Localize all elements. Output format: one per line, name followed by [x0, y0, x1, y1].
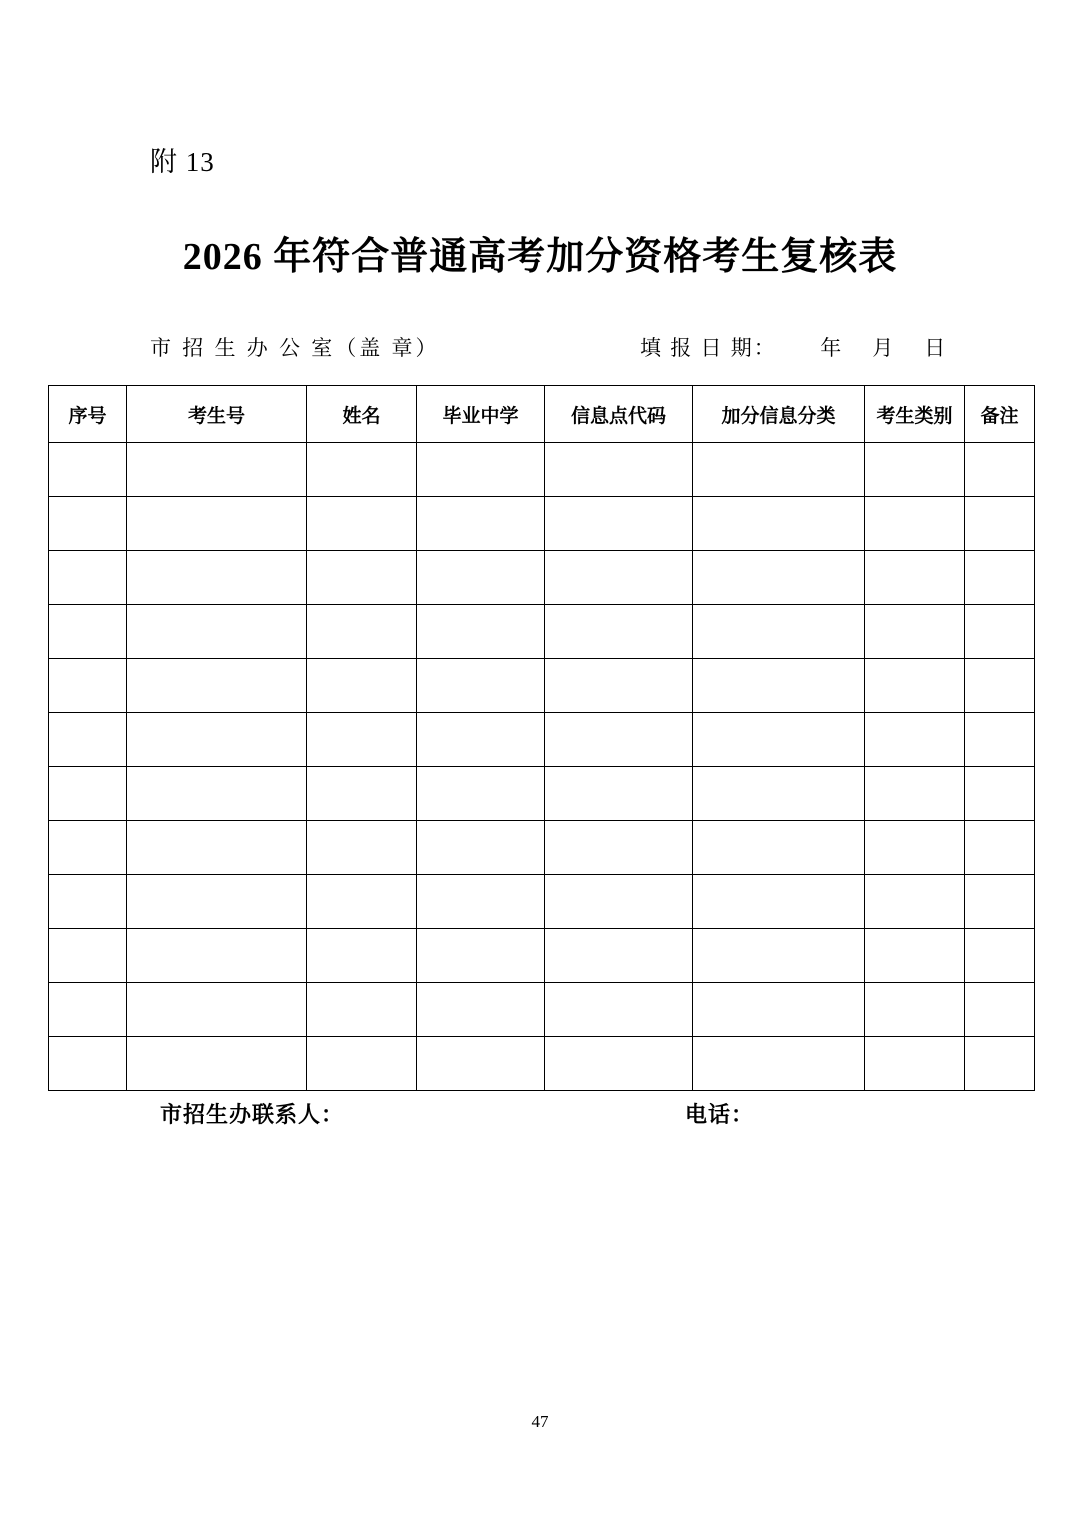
cell-candidate-type[interactable] — [865, 767, 965, 821]
cell-school[interactable] — [417, 659, 545, 713]
column-header-remark: 备注 — [965, 386, 1035, 443]
phone-label: 电话： — [685, 1102, 755, 1127]
cell-candidate-id[interactable] — [127, 983, 307, 1037]
cell-school[interactable] — [417, 551, 545, 605]
cell-bonus-category[interactable] — [693, 659, 865, 713]
cell-remark[interactable] — [965, 767, 1035, 821]
column-header-candidate-type: 考生类别 — [865, 386, 965, 443]
cell-candidate-id[interactable] — [127, 1037, 307, 1091]
cell-info-code[interactable] — [545, 497, 693, 551]
contact-person-label: 市招生办联系人： — [160, 1102, 345, 1127]
page-number: 47 — [531, 1412, 549, 1431]
cell-name[interactable] — [307, 443, 417, 497]
table-row — [49, 497, 1035, 551]
cell-index[interactable] — [49, 875, 127, 929]
cell-index[interactable] — [49, 1037, 127, 1091]
cell-candidate-id[interactable] — [127, 713, 307, 767]
cell-candidate-type[interactable] — [865, 929, 965, 983]
cell-name[interactable] — [307, 659, 417, 713]
cell-candidate-id[interactable] — [127, 551, 307, 605]
candidate-review-table — [48, 385, 1035, 1091]
column-header-school: 毕业中学 — [417, 386, 545, 443]
table-row — [49, 659, 1035, 713]
table-row — [49, 605, 1035, 659]
cell-index[interactable] — [49, 443, 127, 497]
table-header-row — [49, 386, 1035, 443]
cell-remark[interactable] — [965, 983, 1035, 1037]
cell-candidate-type[interactable] — [865, 497, 965, 551]
cell-school[interactable] — [417, 929, 545, 983]
cell-name[interactable] — [307, 821, 417, 875]
cell-bonus-category[interactable] — [693, 551, 865, 605]
cell-index[interactable] — [49, 551, 127, 605]
column-header-info-code: 信息点代码 — [545, 386, 693, 443]
meta-row — [150, 332, 980, 362]
cell-bonus-category[interactable] — [693, 1037, 865, 1091]
cell-school[interactable] — [417, 983, 545, 1037]
cell-index[interactable] — [49, 821, 127, 875]
cell-bonus-category[interactable] — [693, 767, 865, 821]
cell-candidate-id[interactable] — [127, 929, 307, 983]
cell-candidate-id[interactable] — [127, 443, 307, 497]
cell-info-code[interactable] — [545, 929, 693, 983]
cell-name[interactable] — [307, 767, 417, 821]
cell-remark[interactable] — [965, 605, 1035, 659]
fill-date-label: 填 报 日 期： 年 月 日 — [640, 336, 948, 360]
cell-remark[interactable] — [965, 443, 1035, 497]
cell-candidate-id[interactable] — [127, 767, 307, 821]
column-header-index: 序号 — [49, 386, 127, 443]
cell-school[interactable] — [417, 713, 545, 767]
table-row — [49, 983, 1035, 1037]
cell-remark[interactable] — [965, 551, 1035, 605]
cell-school[interactable] — [417, 497, 545, 551]
cell-name[interactable] — [307, 497, 417, 551]
cell-info-code[interactable] — [545, 605, 693, 659]
cell-remark[interactable] — [965, 497, 1035, 551]
footer-row — [160, 1098, 980, 1128]
column-header-candidate-id: 考生号 — [127, 386, 307, 443]
column-header-name: 姓名 — [307, 386, 417, 443]
cell-bonus-category[interactable] — [693, 713, 865, 767]
cell-candidate-id[interactable] — [127, 605, 307, 659]
page-title: 2026 年符合普通高考加分资格考生复核表 — [182, 236, 898, 278]
cell-index[interactable] — [49, 929, 127, 983]
table-row — [49, 875, 1035, 929]
cell-info-code[interactable] — [545, 443, 693, 497]
cell-candidate-type[interactable] — [865, 659, 965, 713]
cell-candidate-type[interactable] — [865, 605, 965, 659]
cell-bonus-category[interactable] — [693, 497, 865, 551]
cell-index[interactable] — [49, 713, 127, 767]
table-row — [49, 821, 1035, 875]
cell-name[interactable] — [307, 551, 417, 605]
table-row — [49, 713, 1035, 767]
cell-remark[interactable] — [965, 875, 1035, 929]
cell-name[interactable] — [307, 713, 417, 767]
table-row — [49, 551, 1035, 605]
cell-name[interactable] — [307, 605, 417, 659]
cell-remark[interactable] — [965, 821, 1035, 875]
cell-index[interactable] — [49, 659, 127, 713]
cell-info-code[interactable] — [545, 821, 693, 875]
cell-remark[interactable] — [965, 929, 1035, 983]
cell-info-code[interactable] — [545, 875, 693, 929]
cell-info-code[interactable] — [545, 551, 693, 605]
cell-candidate-id[interactable] — [127, 821, 307, 875]
cell-bonus-category[interactable] — [693, 875, 865, 929]
column-header-bonus-category: 加分信息分类 — [693, 386, 865, 443]
cell-info-code[interactable] — [545, 983, 693, 1037]
table-row — [49, 767, 1035, 821]
cell-index[interactable] — [49, 497, 127, 551]
cell-bonus-category[interactable] — [693, 605, 865, 659]
cell-candidate-type[interactable] — [865, 821, 965, 875]
cell-candidate-type[interactable] — [865, 983, 965, 1037]
cell-candidate-type[interactable] — [865, 875, 965, 929]
cell-index[interactable] — [49, 605, 127, 659]
attachment-number: 附 13 — [150, 147, 215, 177]
cell-info-code[interactable] — [545, 659, 693, 713]
cell-name[interactable] — [307, 1037, 417, 1091]
cell-school[interactable] — [417, 605, 545, 659]
cell-info-code[interactable] — [545, 713, 693, 767]
table-body — [49, 443, 1035, 1091]
cell-school[interactable] — [417, 767, 545, 821]
cell-candidate-type[interactable] — [865, 551, 965, 605]
cell-candidate-type[interactable] — [865, 713, 965, 767]
cell-school[interactable] — [417, 875, 545, 929]
table-row — [49, 1037, 1035, 1091]
cell-bonus-category[interactable] — [693, 983, 865, 1037]
cell-remark[interactable] — [965, 659, 1035, 713]
cell-candidate-type[interactable] — [865, 443, 965, 497]
cell-info-code[interactable] — [545, 767, 693, 821]
cell-remark[interactable] — [965, 1037, 1035, 1091]
cell-candidate-id[interactable] — [127, 659, 307, 713]
cell-candidate-id[interactable] — [127, 875, 307, 929]
cell-info-code[interactable] — [545, 1037, 693, 1091]
cell-school[interactable] — [417, 1037, 545, 1091]
cell-candidate-type[interactable] — [865, 1037, 965, 1091]
table-row — [49, 929, 1035, 983]
cell-name[interactable] — [307, 929, 417, 983]
cell-school[interactable] — [417, 821, 545, 875]
cell-index[interactable] — [49, 767, 127, 821]
cell-candidate-id[interactable] — [127, 497, 307, 551]
cell-bonus-category[interactable] — [693, 821, 865, 875]
cell-name[interactable] — [307, 983, 417, 1037]
cell-remark[interactable] — [965, 713, 1035, 767]
cell-school[interactable] — [417, 443, 545, 497]
table-row — [49, 443, 1035, 497]
cell-name[interactable] — [307, 875, 417, 929]
cell-index[interactable] — [49, 983, 127, 1037]
cell-bonus-category[interactable] — [693, 929, 865, 983]
cell-bonus-category[interactable] — [693, 443, 865, 497]
office-seal-label: 市 招 生 办 公 室（盖 章） — [150, 336, 440, 360]
